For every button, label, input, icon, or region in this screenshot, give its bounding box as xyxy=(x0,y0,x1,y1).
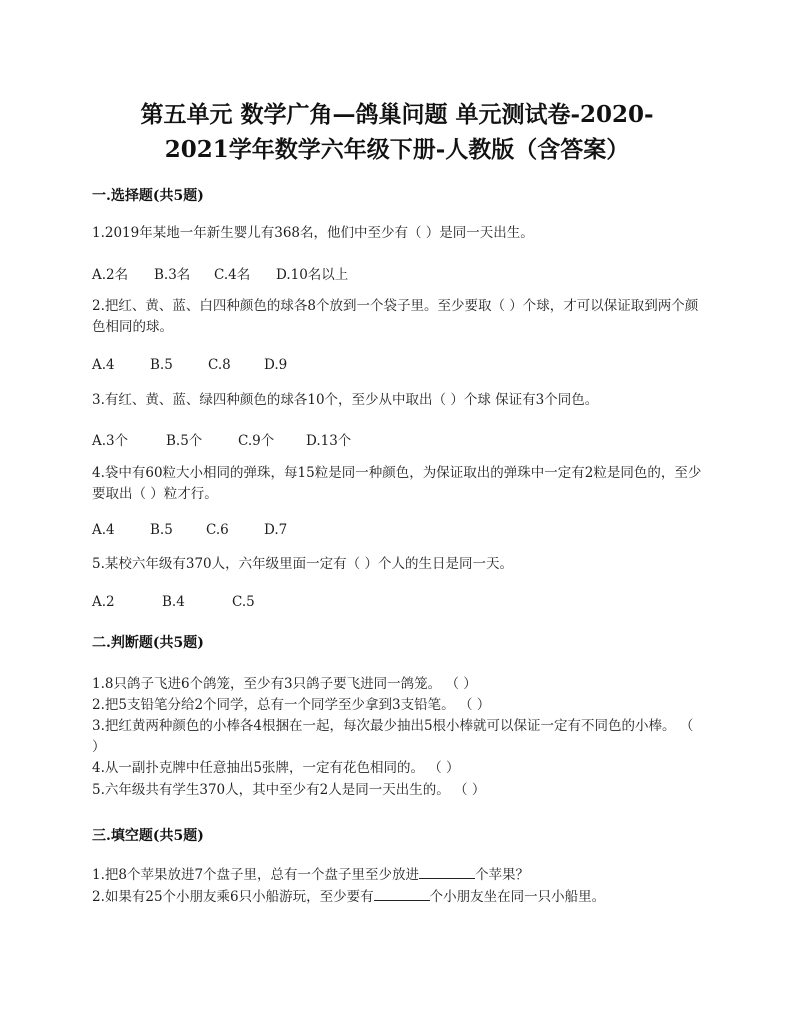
option-b: B.5 xyxy=(150,357,173,373)
choice-question-5: 5.某校六年级有370人，六年级里面一定有（ ）个人的生日是同一天。 xyxy=(92,556,513,572)
choice-options-3 xyxy=(92,429,351,449)
option-a: A.3个 xyxy=(92,433,129,449)
fill-blank-text-after: 个小朋友坐在同一只小船里。 xyxy=(429,889,606,905)
option-a: A.2 xyxy=(92,594,115,610)
answer-blank[interactable] xyxy=(419,864,475,879)
option-a: A.4 xyxy=(92,522,115,538)
choice-options-5 xyxy=(92,594,255,610)
document-title-line-1: 第五单元 数学广角—鸽巢问题 单元测试卷-2020- xyxy=(140,101,654,128)
option-b: B.5 xyxy=(150,522,173,538)
option-c: C.9个 xyxy=(238,433,275,449)
choice-question-2: 2.把红、黄、蓝、白四种颜色的球各8个放到一个袋子里。至少要取（ ）个球，才可以保证取到两个颜色相同的球。 xyxy=(92,298,699,335)
option-d: D.13个 xyxy=(306,433,352,449)
choice-options-4 xyxy=(92,522,287,538)
choice-question-4: 4.袋中有60粒大小相同的弹珠，每15粒是同一种颜色，为保证取出的弹珠中一定有2粒是同色的，至少要取出（ ）粒才行。 xyxy=(92,465,702,502)
judgement-item-3: 3.把红黄两种颜色的小棒各4根捆在一起，每次最少抽出5根小棒就可以保证一定有不同色的小棒。 （ ） xyxy=(92,718,694,755)
section-heading-choice: 一.选择题(共5题) xyxy=(92,188,204,204)
judgement-item-1: 1.8只鸽子飞进6个鸽笼，至少有3只鸽子要飞进同一鸽笼。 （ ） xyxy=(92,676,477,692)
choice-options-1 xyxy=(92,263,348,283)
fill-blank-item-2 xyxy=(92,886,704,908)
option-d: D.7 xyxy=(264,522,288,538)
option-b: B.3名 xyxy=(154,267,191,283)
fill-blank-item-1 xyxy=(92,864,704,886)
option-c: C.6 xyxy=(206,522,229,538)
choice-question-1: 1.2019年某地一年新生婴儿有368名，他们中至少有（ ）是同一天出生。 xyxy=(92,225,534,241)
option-d: D.9 xyxy=(264,357,288,373)
fill-blank-text-after: 个苹果？ xyxy=(475,867,530,883)
option-b: B.5个 xyxy=(166,433,203,449)
choice-options-2 xyxy=(92,357,287,373)
judgement-item-4: 4.从一副扑克牌中任意抽出5张牌，一定有花色相同的。 （ ） xyxy=(92,760,460,776)
option-a: A.2名 xyxy=(92,267,129,283)
option-b: B.4 xyxy=(162,594,185,610)
choice-question-3: 3.有红、黄、蓝、绿四种颜色的球各10个，至少从中取出（ ）个球 保证有3个同色。 xyxy=(92,392,599,408)
judgement-item-2: 2.把5支铅笔分给2个同学，总有一个同学至少拿到3支铅笔。 （ ） xyxy=(92,697,491,713)
fill-blank-text-before: 1.把8个苹果放进7个盘子里，总有一个盘子里至少放进 xyxy=(92,867,420,883)
section-heading-fill-blank: 三.填空题(共5题) xyxy=(92,828,204,844)
option-c: C.8 xyxy=(208,357,231,373)
option-c: C.5 xyxy=(232,594,255,610)
document-title-line-2: 2021学年数学六年级下册-人教版（含答案） xyxy=(164,136,630,163)
option-a: A.4 xyxy=(92,357,115,373)
section-heading-judgement: 二.判断题(共5题) xyxy=(92,635,204,651)
option-c: C.4名 xyxy=(214,267,251,283)
fill-blank-text-before: 2.如果有25个小朋友乘6只小船游玩，至少要有 xyxy=(92,889,374,905)
option-d: D.10名以上 xyxy=(276,267,349,283)
judgement-item-5: 5.六年级共有学生370人，其中至少有2人是同一天出生的。 （ ） xyxy=(92,782,486,798)
answer-blank[interactable] xyxy=(374,886,430,901)
